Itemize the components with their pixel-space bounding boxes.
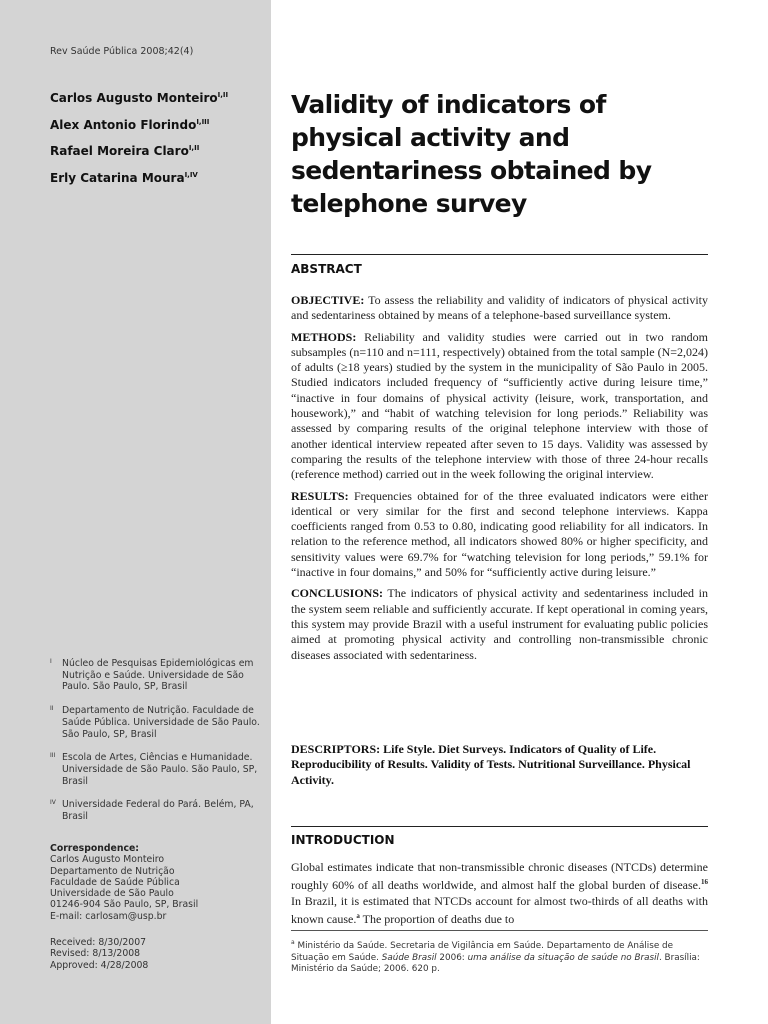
affiliation-text: Escola de Artes, Ciências e Humanidade. Universidade de São Paulo. São Paulo, SP, Brasil	[62, 752, 258, 787]
correspondence-email[interactable]: E-mail: carlosam@usp.br	[50, 910, 167, 922]
conclusions-label: CONCLUSIONS:	[291, 586, 384, 601]
abstract-conclusions	[291, 586, 708, 662]
revised-date: Revised: 8/13/2008	[50, 948, 141, 960]
correspondence-line: Universidade de São Paulo	[50, 888, 174, 900]
affiliation-text: Universidade Federal do Pará. Belém, PA, Brasil	[62, 799, 254, 823]
correspondence-line: Carlos Augusto Monteiro	[50, 854, 165, 866]
footnote	[291, 937, 708, 976]
abstract-body	[291, 293, 708, 669]
correspondence-block	[50, 843, 198, 922]
footnote-text: . Brasília: Ministério da Saúde; 2006. 620 p.	[291, 952, 700, 975]
abstract-methods	[291, 330, 708, 483]
affiliation-list	[50, 658, 262, 835]
results-label: RESULTS:	[291, 488, 349, 503]
author-affiliation-mark: I,III	[196, 117, 210, 126]
footnote-text: 2006:	[436, 952, 468, 963]
citation-ref[interactable]: 16	[701, 878, 708, 887]
intro-sentence: In Brazil, it is estimated that NTCDs account for almost two-thirds of all deaths with known cause.	[291, 893, 708, 926]
footnote-italic: Saúde Brasil	[381, 952, 437, 963]
author-affiliation-mark: I,II	[188, 144, 200, 152]
footnote-text: Ministério da Saúde. Secretaria de Vigilância em Saúde. Departamento de Análise de Situação em Saúde.	[291, 940, 674, 963]
affiliation-mark: I	[50, 658, 52, 665]
footnote-rule	[291, 930, 708, 931]
author-affiliation-mark: I,IV	[184, 170, 198, 179]
methods-text: Reliability and validity studies were carried out in two random subsamples (n=110 and n=111, respectively) obtained from the total sample (N=2,024) of adults (≥18 years) studied by the system in the municipality of São Paulo in 2005. Studied indicators included frequency of “sufficiently active during leisure time,” “inactive in four domains of physical activity (leisure, work, transportation, and housework),” and “habit of watching television for long periods.” Reliability was assessed by comparing results of the original telephone interview with those of another identical interview repeated after seven to 15 days. Validity was assessed by comparing the results of the telephone interview with those of three 24-hour recalls (reference method) carried out in the week following the original interview.	[291, 329, 708, 482]
author-list	[50, 91, 228, 197]
footnote-mark: a	[291, 939, 295, 946]
author-name: Alex Antonio Florindo	[50, 117, 197, 132]
author-item	[50, 118, 228, 145]
affiliation-item	[50, 705, 262, 740]
intro-sentence: The proportion of deaths due to	[359, 911, 515, 926]
intro-sentence: Global estimates indicate that non-transmissible chronic diseases (NTCDs) determine roughly 60% of all deaths worldwide, and almost half the global burden of disease.	[291, 860, 708, 893]
correspondence-line: Departamento de Nutrição	[50, 865, 175, 877]
affiliation-item	[50, 658, 262, 693]
abstract-objective	[291, 293, 708, 324]
methods-label: METHODS:	[291, 329, 357, 344]
submission-dates	[50, 937, 148, 971]
affiliation-item	[50, 799, 262, 822]
approved-date: Approved: 4/28/2008	[50, 959, 149, 971]
author-item	[50, 144, 228, 171]
introduction-text	[291, 860, 708, 927]
author-name: Erly Catarina Moura	[50, 170, 185, 185]
affiliation-mark: II	[50, 705, 54, 713]
footnote-italic: uma análise da situação de saúde no Brasil	[467, 952, 659, 963]
affiliation-mark: IV	[50, 799, 56, 807]
descriptors: DESCRIPTORS: Life Style. Diet Surveys. Indicators of Quality of Life. Reproducibility of Results. Validity of Tests. Nutritional Surveillance. Physical Activity.	[291, 742, 691, 787]
affiliation-mark: III	[50, 752, 56, 760]
journal-reference: Rev Saúde Pública 2008;42(4)	[50, 46, 194, 57]
author-name: Carlos Augusto Monteiro	[50, 91, 218, 105]
conclusions-text: The indicators of physical activity and sedentariness included in the system seem reliable and sufficiently accurate. If kept operational in coming years, this system may provide Brazil with a useful instrument for evaluating public policies aimed at promoting physical activity and controlling non-transmissible chronic diseases associated with sedentariness.	[291, 586, 708, 662]
affiliation-item	[50, 752, 262, 787]
received-date: Received: 8/30/2007	[50, 937, 147, 948]
affiliation-text: Núcleo de Pesquisas Epidemiológicas em Nutrição e Saúde. Universidade de São Paulo. São Paulo, SP, Brasil	[62, 658, 254, 693]
article-title: Validity of indicators of physical activity and sedentariness obtained by telephone survey	[291, 90, 652, 218]
footnote-ref[interactable]: a	[356, 911, 360, 920]
objective-text: To assess the reliability and validity of indicators of physical activity and sedentariness obtained by means of a telephone-based surveillance system.	[291, 293, 708, 323]
abstract-heading: ABSTRACT	[291, 262, 362, 276]
results-text: Frequencies obtained for of the three evaluated indicators were either identical or very similar for the first and second telephone interviews. Kappa coefficients ranged from 0.53 to 0.80, indicating good reliability for all indicators. In relation to the reference method, all indicators showed 80% or higher specificity, and sensitivity values were 69.7% for “watching television for long periods,” 59.1% for “inactive in four domains,” and 50% for “sufficiently active during leisure.”	[291, 488, 708, 580]
author-name: Rafael Moreira Claro	[50, 144, 189, 158]
introduction-top-rule	[291, 826, 708, 827]
correspondence-line: Faculdade de Saúde Pública	[50, 876, 180, 888]
correspondence-line: 01246-904 São Paulo, SP, Brasil	[50, 899, 199, 911]
introduction-heading: INTRODUCTION	[291, 833, 395, 847]
affiliation-text: Departamento de Nutrição. Faculdade de Saúde Pública. Universidade de São Paulo. São Paulo, SP, Brasil	[62, 705, 260, 740]
objective-label: OBJECTIVE:	[291, 293, 365, 307]
correspondence-label: Correspondence:	[50, 843, 139, 854]
abstract-results	[291, 489, 708, 581]
author-affiliation-mark: I,II	[217, 91, 229, 99]
sidebar	[0, 0, 271, 1024]
abstract-top-rule	[291, 254, 708, 255]
author-item	[50, 171, 228, 198]
author-item	[50, 91, 228, 118]
